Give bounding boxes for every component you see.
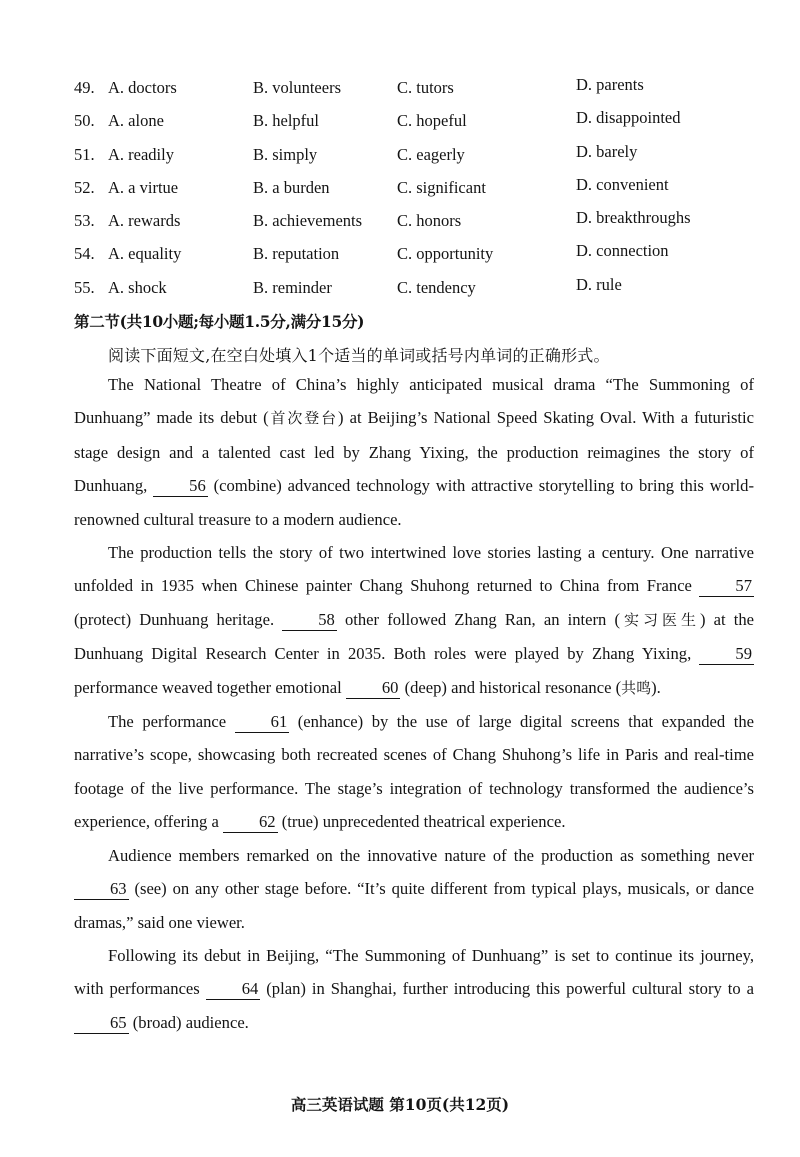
question-row-55 (74, 274, 764, 307)
chinese-gloss: 共鸣 (621, 678, 652, 697)
option-d: D. connection (576, 241, 669, 261)
option-c: C. tutors (397, 78, 454, 97)
text: The performance (108, 712, 235, 732)
option-b: B. a burden (253, 177, 330, 197)
question-row-52 (74, 174, 764, 207)
text: other followed Zhang Ran, an intern ( (336, 609, 621, 629)
option-b: B. reminder (253, 277, 332, 297)
text: (combine) advanced technology with attractive storytelling to bring this world-renowned cultural treasure to a modern audience. (74, 476, 754, 529)
cloze-passage (74, 368, 754, 1039)
text: (protect) Dunhuang heritage. (74, 609, 283, 629)
option-d: D. parents (576, 75, 644, 94)
question-number: 51. (74, 144, 95, 164)
text: ) at the Dunhuang Digital Research Center in 2035. Both roles were played by Zhang Yixing, (74, 609, 754, 664)
paragraph-3 (74, 705, 754, 839)
option-c: C. eagerly (397, 144, 465, 164)
option-a: A. a virtue (108, 177, 179, 197)
question-number: 52. (74, 177, 95, 197)
text: The production tells the story of two intertwined love stories lasting a century. One narrative unfolded in 1935 when Chinese painter Chang Shuhong returned to China from France (74, 543, 754, 596)
option-d: D. disappointed (576, 108, 681, 128)
option-b: B. simply (253, 144, 318, 164)
option-d: D. rule (576, 274, 622, 294)
option-c: C. tendency (397, 277, 476, 297)
text: (broad) audience. (128, 1012, 249, 1032)
text: (enhance) by the use of large digital screens that expanded the narrative’s scope, showcasing both recreated scenes of Chang Shuhong’s life in Paris and real-time footage of the live performance. The stage’s integration of technology transformed the audience’s experience, offering a (74, 712, 754, 832)
question-row-54 (74, 240, 764, 273)
text: ). (651, 677, 661, 697)
blank-60: 60 (346, 678, 401, 699)
question-row-53 (74, 207, 764, 240)
option-b: B. volunteers (253, 78, 341, 97)
option-c: C. opportunity (397, 244, 494, 264)
option-a: A. rewards (108, 211, 181, 231)
option-c: C. hopeful (397, 111, 467, 131)
option-b: B. achievements (253, 211, 363, 231)
question-row-51 (74, 141, 764, 174)
chinese-gloss: 实习医生 (620, 610, 700, 629)
text: (true) unprecedented theatrical experience. (277, 812, 566, 832)
option-a: A. doctors (108, 78, 177, 97)
paragraph-1 (74, 368, 754, 536)
text: (plan) in Shanghai, further introducing this powerful cultural story to a (260, 979, 754, 999)
blank-62: 62 (223, 812, 278, 833)
question-number: 53. (74, 211, 95, 231)
section-title: 第二节(共10小题;每小题1.5分,满分15分) (74, 312, 365, 331)
text: (see) on any other stage before. “It’s quite different from typical plays, musicals, or dance dramas,” said one viewer. (74, 879, 754, 932)
blank-56: 56 (153, 476, 208, 497)
paragraph-4 (74, 839, 754, 939)
option-c: C. honors (397, 211, 462, 231)
option-c: C. significant (397, 177, 486, 197)
option-d: D. barely (576, 141, 638, 161)
chinese-gloss: 首次登台 (268, 409, 339, 428)
page-footer: 高三英语试题 第10页(共12页) (290, 1095, 510, 1114)
option-a: A. shock (108, 277, 167, 297)
blank-61: 61 (235, 712, 290, 733)
question-number: 50. (74, 111, 95, 131)
option-d: D. convenient (576, 174, 669, 194)
question-row-50 (74, 107, 764, 140)
blank-65: 65 (74, 1013, 129, 1034)
text: ) at Beijing’s National Speed Skating Oval. With a futuristic stage design and a talented cast led by Zhang Yixing, the production reimagines the story of Dunhuang, (74, 408, 754, 496)
blank-59: 59 (699, 644, 754, 665)
blank-57: 57 (699, 576, 754, 597)
paragraph-5 (74, 939, 754, 1039)
multiple-choice-options (74, 74, 764, 307)
question-number: 49. (74, 78, 95, 97)
option-a: A. equality (108, 244, 182, 264)
option-b: B. reputation (253, 244, 340, 264)
text: Audience members remarked on the innovative nature of the production as something never (108, 845, 754, 865)
text: The National Theatre of China’s highly anticipated musical drama “The Summoning of Dunhuang” made its debut ( (74, 375, 754, 428)
blank-58: 58 (282, 610, 337, 631)
text: Following its debut in Beijing, “The Summoning of Dunhuang” is set to continue its journey, with performances (74, 945, 754, 999)
text: (deep) and historical resonance ( (400, 677, 622, 697)
blank-64: 64 (206, 979, 261, 1000)
option-a: A. alone (108, 111, 164, 131)
paragraph-2 (74, 536, 754, 705)
option-b: B. helpful (253, 111, 319, 131)
option-a: A. readily (108, 144, 174, 164)
text: performance weaved together emotional (74, 677, 346, 697)
question-number: 55. (74, 277, 95, 297)
question-row-49 (74, 74, 764, 107)
section-instruction: 阅读下面短文,在空白处填入1个适当的单词或括号内单词的正确形式。 (108, 346, 610, 365)
option-d: D. breakthroughs (576, 208, 691, 228)
question-number: 54. (74, 244, 95, 264)
blank-63: 63 (74, 879, 129, 900)
